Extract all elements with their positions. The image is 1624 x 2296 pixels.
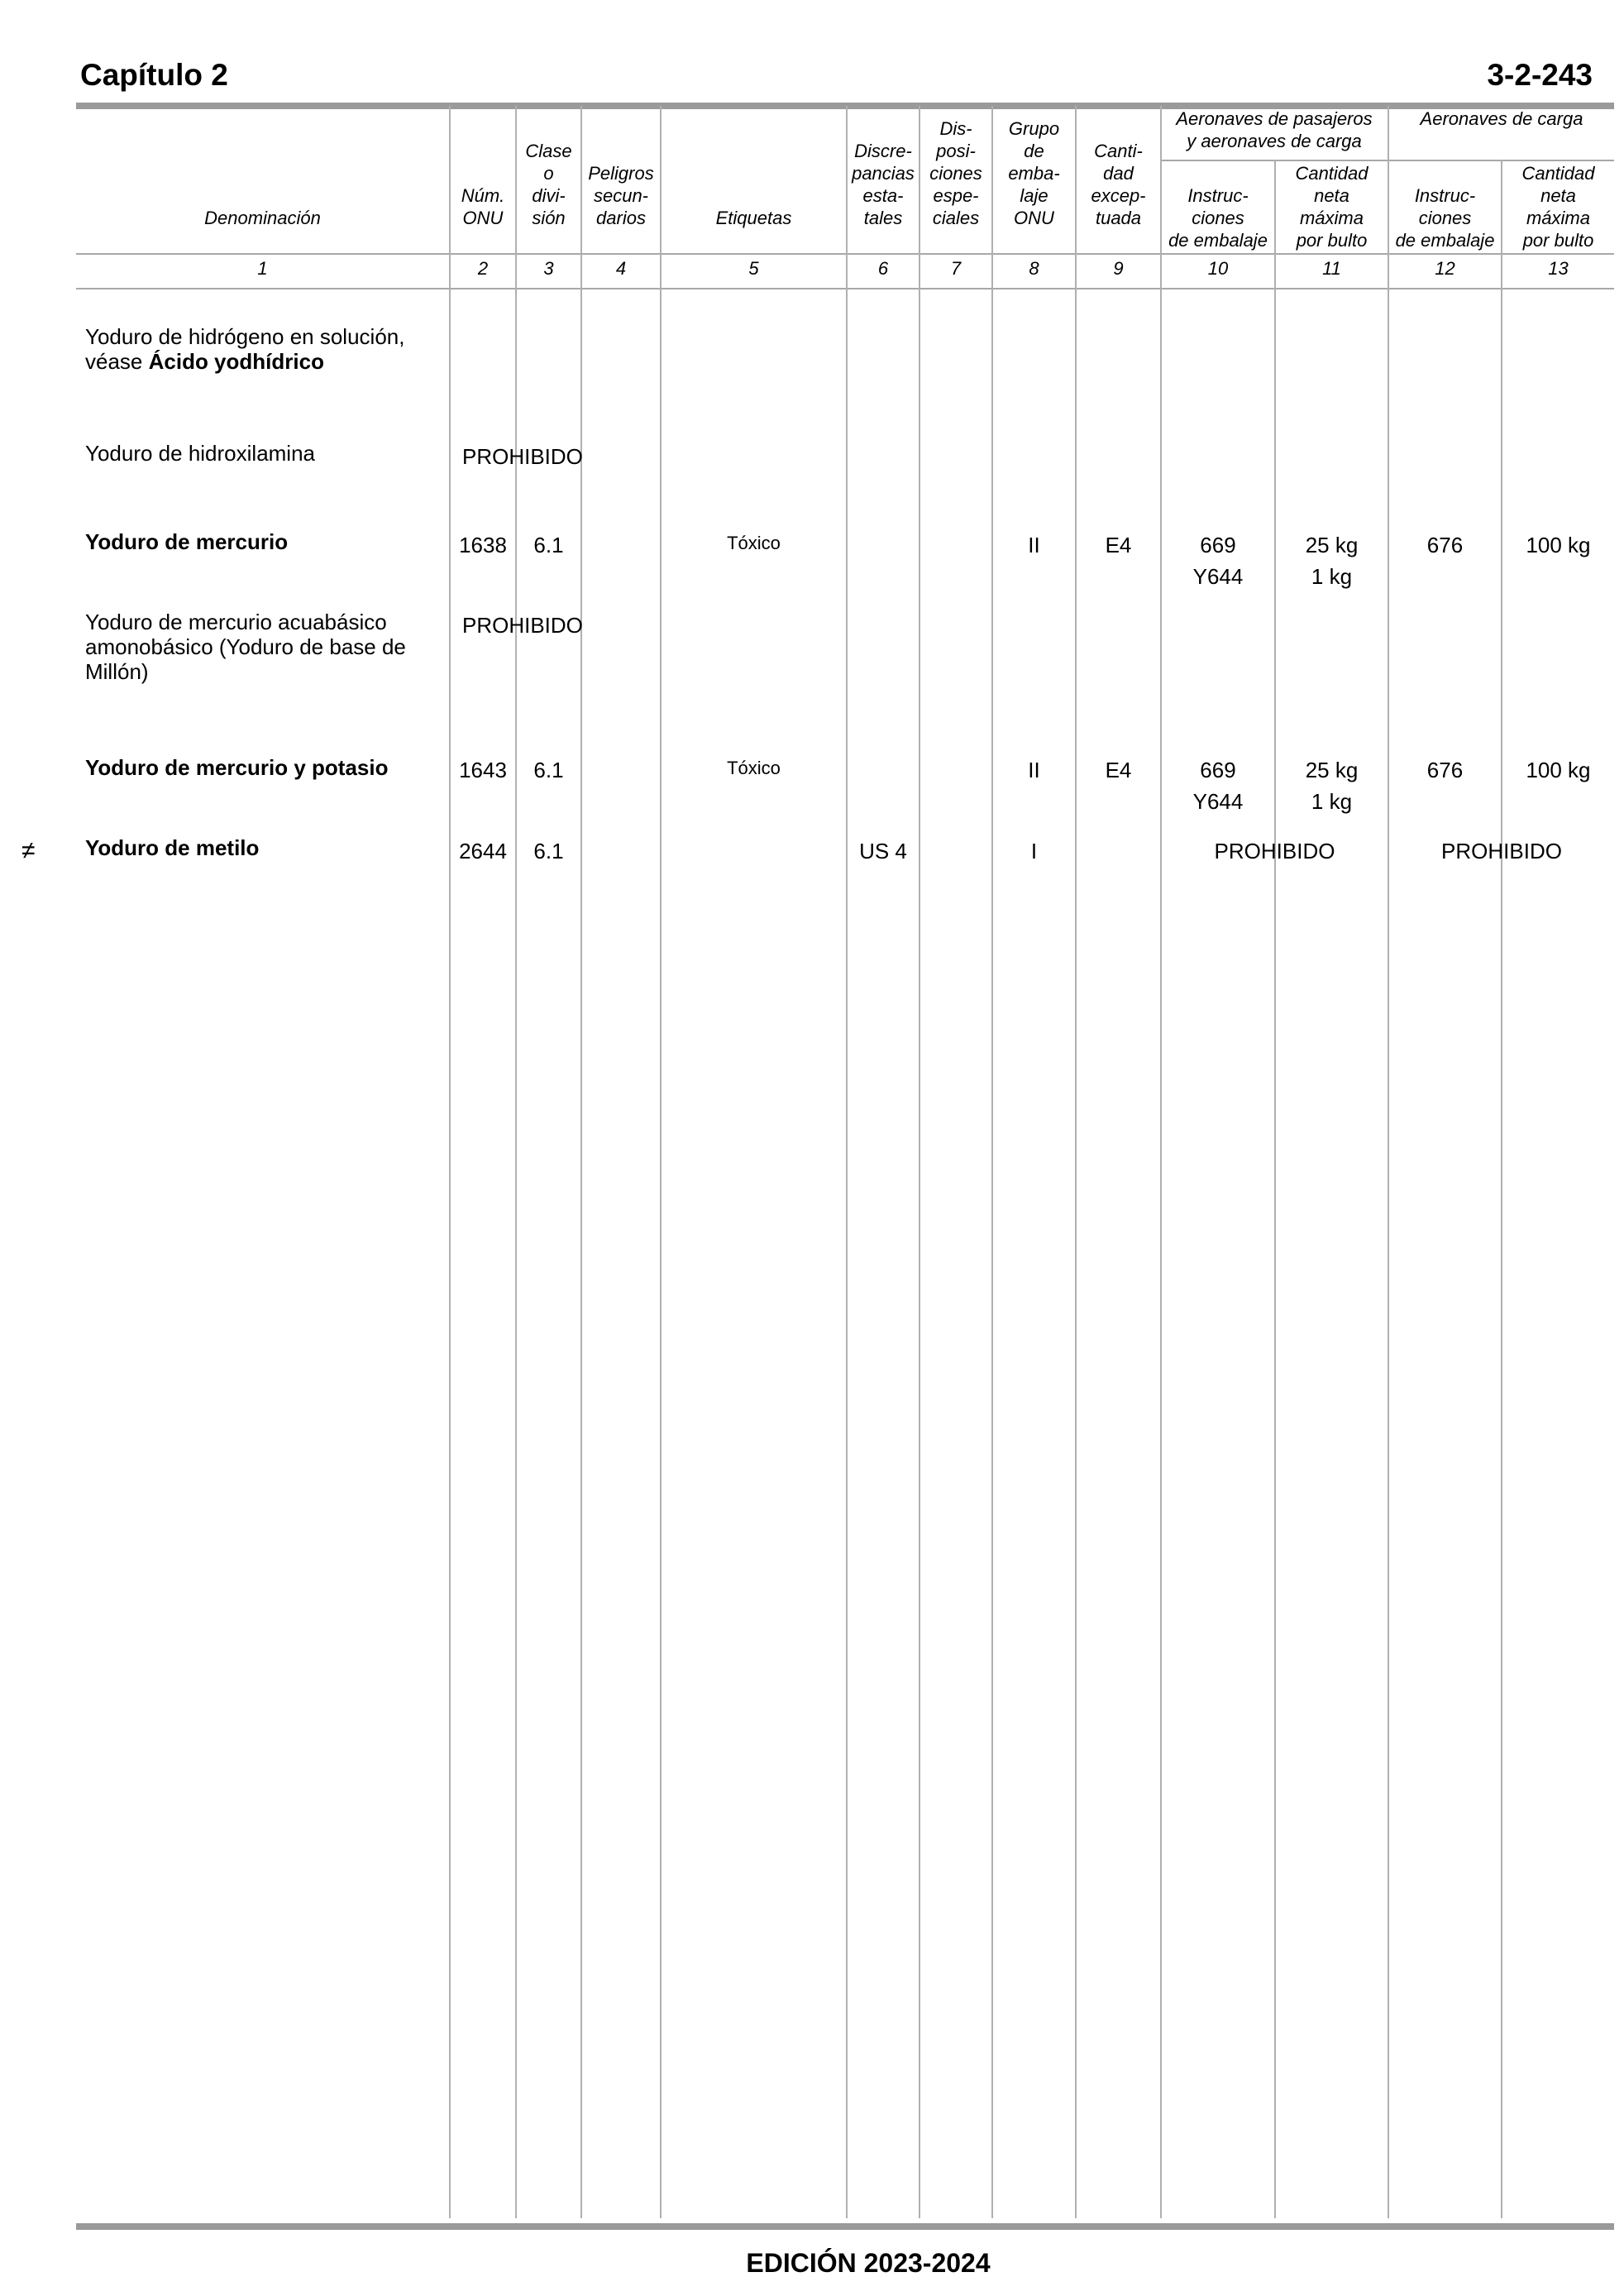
table-row-name: Yoduro de mercurio y potasio	[85, 755, 389, 780]
table-row-name: Yoduro de metilo	[85, 835, 260, 860]
hazard-label: Tóxico	[727, 758, 781, 778]
col-divider-3	[580, 106, 582, 2218]
pax-limited-max-net-qty: 1 kg	[1311, 564, 1353, 589]
hazard-class: 6.1	[533, 758, 564, 782]
col-divider-9	[1160, 106, 1162, 2218]
colhead-un-number: Núm. ONU	[461, 185, 505, 228]
hazard-class: 6.1	[533, 839, 564, 863]
table-row-name: Yoduro de mercurio	[85, 529, 289, 554]
un-number: 2644	[459, 839, 507, 863]
state-variation: US 4	[859, 839, 907, 863]
col-divider-8	[1075, 106, 1077, 2218]
colhead-packing-group: Grupo de emba- laje ONU	[1008, 118, 1060, 228]
colhead-labels: Etiquetas	[715, 208, 792, 228]
prohibited-status: PROHIBIDO	[462, 613, 583, 638]
cao-packing-instruction: 676	[1426, 758, 1464, 782]
colhead-pax-max-net-qty: Cantidad neta máxima por bulto	[1295, 163, 1368, 251]
table-row-name: Yoduro de hidroxilamina	[85, 441, 316, 466]
colnum-6: 6	[877, 258, 889, 279]
packing-group: II	[1028, 533, 1040, 557]
colnum-10: 10	[1207, 258, 1229, 279]
col-divider-1	[449, 106, 451, 2218]
colnum-5: 5	[748, 258, 759, 279]
excepted-quantity: E4	[1105, 533, 1132, 557]
colhead-denominacion: Denominación	[204, 208, 321, 228]
name-text: Yoduro de hidrógeno en solución,	[85, 324, 405, 349]
hazard-class: 6.1	[533, 533, 564, 557]
table-row-name	[85, 324, 449, 374]
colhead-pax-packing-instructions: Instruc- ciones de embalaje	[1168, 185, 1268, 251]
page-reference: 3-2-243	[1487, 58, 1593, 92]
cao-packing-instruction: 676	[1426, 533, 1464, 557]
bottom-rule	[76, 2223, 1614, 2230]
table-row-name: Yoduro de mercurio acuabásico amonobásico (Yoduro de base de Millón)	[85, 610, 406, 684]
colhead-subsidiary-hazards: Peligros secun- darios	[588, 163, 654, 228]
col-divider-5	[846, 106, 848, 2218]
colhead-class: Clase o divi- sión	[525, 141, 572, 228]
colhead-state-variations: Discre- pancias esta- tales	[852, 141, 915, 228]
pax-max-net-qty: 25 kg	[1305, 533, 1359, 557]
colnum-8: 8	[1029, 258, 1039, 279]
cao-prohibited-status: PROHIBIDO	[1441, 839, 1562, 863]
colnum-12: 12	[1435, 258, 1455, 279]
colnum-13: 13	[1548, 258, 1569, 279]
col-divider-11	[1388, 106, 1389, 2218]
col-divider-4	[660, 106, 662, 2218]
pax-limited-max-net-qty: 1 kg	[1311, 789, 1353, 814]
colnum-4: 4	[615, 258, 627, 279]
col-divider-2	[515, 106, 517, 2218]
group-header-passenger: Aeronaves de pasajeros y aeronaves de carga	[1176, 108, 1373, 151]
colnum-1: 1	[257, 258, 268, 279]
pax-packing-instruction: 669	[1200, 758, 1236, 782]
pax-prohibited-status: PROHIBIDO	[1214, 839, 1335, 863]
col-divider-7	[991, 106, 993, 2218]
chapter-title: Capítulo 2	[80, 58, 228, 92]
pax-max-net-qty: 25 kg	[1305, 758, 1359, 782]
cao-max-net-qty: 100 kg	[1526, 533, 1591, 557]
pax-limited-qty-instruction: Y644	[1192, 789, 1244, 814]
packing-group: I	[1030, 839, 1038, 863]
group-header-cargo: Aeronaves de carga	[1420, 108, 1583, 129]
reference-prefix: véase	[85, 349, 149, 374]
colhead-cao-max-net-qty: Cantidad neta máxima por bulto	[1521, 163, 1595, 251]
colnum-9: 9	[1113, 258, 1124, 279]
packing-group: II	[1028, 758, 1040, 782]
hazard-label: Tóxico	[727, 533, 781, 553]
colnum-3: 3	[543, 258, 554, 279]
pax-limited-qty-instruction: Y644	[1192, 564, 1244, 589]
change-marker: ≠	[21, 837, 36, 864]
excepted-quantity: E4	[1105, 758, 1132, 782]
column-number-rule	[76, 288, 1614, 289]
reference-target: Ácido yodhídrico	[148, 349, 324, 374]
un-number: 1638	[459, 533, 507, 557]
colnum-7: 7	[950, 258, 962, 279]
colnum-2: 2	[477, 258, 489, 279]
colnum-11: 11	[1322, 258, 1341, 279]
pax-packing-instruction: 669	[1200, 533, 1236, 557]
prohibited-status: PROHIBIDO	[462, 444, 583, 469]
un-number: 1643	[459, 758, 507, 782]
col-divider-6	[919, 106, 920, 2218]
colhead-special-provisions: Dis- posi- ciones espe- ciales	[929, 118, 982, 228]
colhead-cao-packing-instructions: Instruc- ciones de embalaje	[1395, 185, 1495, 251]
colhead-excepted-quantity: Canti- dad excep- tuada	[1091, 141, 1146, 228]
col-divider-12	[1501, 160, 1502, 2218]
cao-max-net-qty: 100 kg	[1526, 758, 1591, 782]
header-bottom-rule	[76, 253, 1614, 255]
edition-footer: EDICIÓN 2023-2024	[746, 2248, 991, 2278]
col-divider-10	[1274, 160, 1276, 2218]
